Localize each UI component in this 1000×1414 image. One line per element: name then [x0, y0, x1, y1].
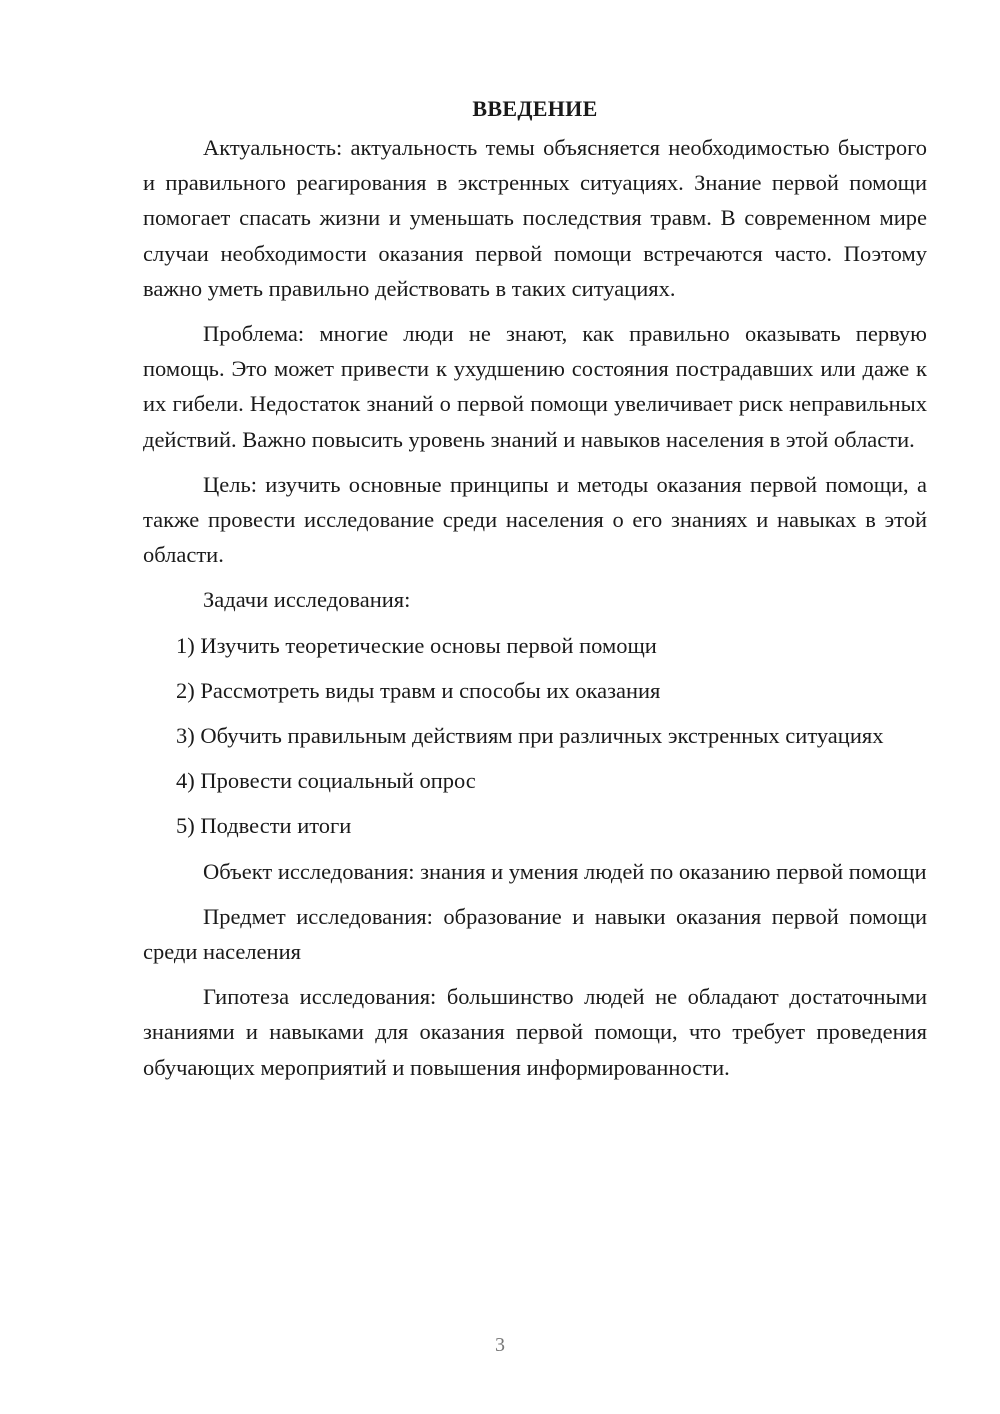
subject-paragraph: Предмет исследования: образование и навыки оказания первой помощи среди населения [143, 903, 927, 965]
document-page [143, 92, 927, 1095]
task-item: 3) Обучить правильным действиям при различных экстренных ситуациях [176, 723, 884, 749]
task-item: 1) Изучить теоретические основы первой помощи [176, 632, 657, 658]
task-item: 4) Провести социальный опрос [176, 768, 476, 794]
page-title: ВВЕДЕНИЕ [472, 96, 598, 121]
page-number: 3 [495, 1334, 505, 1356]
task-item: 5) Подвести итоги [176, 813, 352, 839]
task-item: 2) Рассмотреть виды травм и способы их оказания [176, 677, 661, 703]
relevance-paragraph: Актуальность: актуальность темы объясняется необходимостью быстрого и правильного реагирования в экстренных ситуациях. Знание первой помощи помогает спасать жизни и уменьшать последствия травм. В современном мире случаи необходимости оказания первой помощи встречаются часто. Поэтому важно уметь правильно действовать в таких ситуациях. [143, 135, 927, 301]
object-paragraph: Объект исследования: знания и умения людей по оказанию первой помощи [203, 858, 927, 884]
goal-paragraph: Цель: изучить основные принципы и методы оказания первой помощи, а также провести исследование среди населения о его знаниях и навыках в этой области. [143, 471, 927, 568]
tasks-heading: Задачи исследования: [203, 587, 411, 613]
problem-paragraph: Проблема: многие люди не знают, как правильно оказывать первую помощь. Это может привести к ухудшению состояния пострадавших или даже к их гибели. Недостаток знаний о первой помощи увеличивает риск неправильных действий. Важно повысить уровень знаний и навыков населения в этой области. [143, 321, 927, 452]
hypothesis-paragraph: Гипотеза исследования: большинство людей не обладают достаточными знаниями и навыками для оказания первой помощи, что требует проведения обучающих мероприятий и повышения информированности. [143, 984, 927, 1080]
